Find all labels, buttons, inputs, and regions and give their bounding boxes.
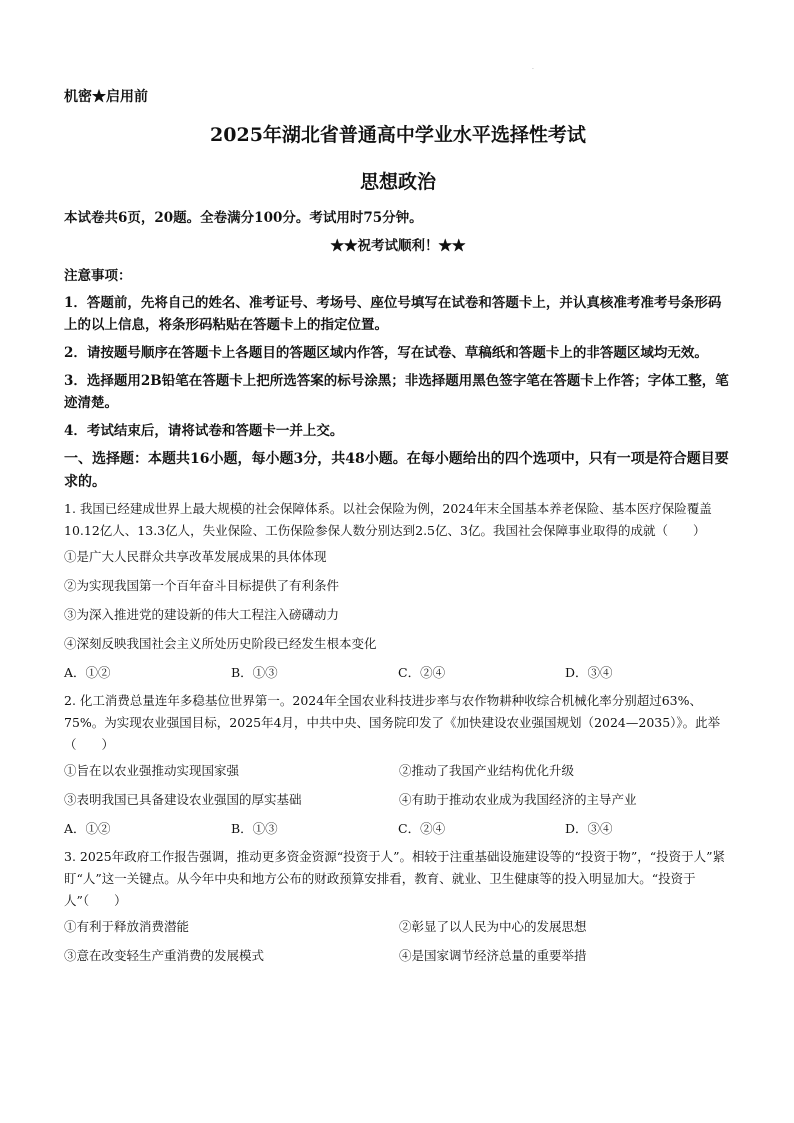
section-heading: 一、选择题：本题共16小题，每小题3分，共48小题。在每小题给出的四个选项中，只有一项是符合题目要求的。 bbox=[64, 451, 729, 490]
question-3-option: ①有利于释放消费潜能 bbox=[64, 919, 190, 934]
answer-choice-b: B．①③ bbox=[231, 821, 278, 836]
question-2-option: ④有助于推动农业成为我国经济的主导产业 bbox=[399, 792, 637, 807]
exam-title: 2025年湖北省普通高中学业水平选择性考试 bbox=[210, 124, 586, 146]
exam-info: 本试卷共6页，20题。全卷满分100分。考试用时75分钟。 bbox=[64, 210, 423, 226]
question-1-answers bbox=[64, 662, 732, 684]
note-item: 1．答题前，先将自己的姓名、准考证号、考场号、座位号填写在试卷和答题卡上，并认真核准考准考号条形码上的以上信息，将条形码粘贴在答题卡上的指定位置。 bbox=[64, 295, 722, 333]
question-2-option: ③表明我国已具备建设农业强国的厚实基础 bbox=[64, 792, 302, 807]
exam-wish: ★★祝考试顺利！★★ bbox=[330, 238, 466, 254]
question-1-option: ②为实现我国第一个百年奋斗目标提供了有利条件 bbox=[64, 578, 340, 593]
question-3-option: ③意在改变轻生产重消费的发展模式 bbox=[64, 948, 265, 963]
question-1-option: ①是广大人民群众共享改革发展成果的具体体现 bbox=[64, 549, 327, 564]
answer-choice-d: D．③④ bbox=[565, 821, 613, 836]
answer-choice-c: C．②④ bbox=[398, 665, 446, 680]
answer-choice-c: C．②④ bbox=[398, 821, 446, 836]
question-2-option: ②推动了我国产业结构优化升级 bbox=[399, 763, 575, 778]
question-1-stem: 1. 我国已经建成世界上最大规模的社会保障体系。以社会保险为例，2024年末全国基本养老保险、基本医疗保险覆盖10.12亿人、13.3亿人，失业保险、工伤保险参保人数分别达到2.5亿、3亿。我国社会保障事业取得的成就（ ） bbox=[64, 501, 712, 538]
answer-choice-a: A．①② bbox=[64, 665, 111, 680]
exam-page bbox=[64, 86, 732, 974]
question-3-options bbox=[64, 916, 732, 974]
question-2-option: ①旨在以农业强推动实现国家强 bbox=[64, 763, 240, 778]
note-item: 4．考试结束后，请将试卷和答题卡一并上交。 bbox=[64, 423, 344, 439]
secret-label: 机密★启用前 bbox=[64, 89, 148, 105]
question-1-option: ③为深入推进党的建设新的伟大工程注入磅礴动力 bbox=[64, 607, 340, 622]
question-2-answers bbox=[64, 818, 732, 840]
subject-title: 思想政治 bbox=[359, 171, 436, 193]
answer-choice-d: D．③④ bbox=[565, 665, 613, 680]
notes-heading: 注意事项： bbox=[64, 268, 132, 284]
note-item: 2．请按题号顺序在答题卡上各题目的答题区域内作答，写在试卷、草稿纸和答题卡上的非答题区域均无效。 bbox=[64, 345, 708, 361]
question-2-stem: 2. 化工消费总量连年多稳基位世界第一。2024年全国农业科技进步率与农作物耕种收综合机械化率分别超过63%、75%。为实现农业强国目标，2025年4月，中共中央、国务院印发了《加快建设农业强国规划（2024—2035）》。此举（ ） bbox=[64, 693, 721, 752]
answer-choice-b: B．①③ bbox=[231, 665, 278, 680]
question-3-stem: 3. 2025年政府工作报告强调，推动更多资金资源“投资于人”。相较于注重基础设施建设等的“投资于物”，“投资于人”紧盯“人”这一关键点。从今年中央和地方公布的财政预算安排看，教育、就业、卫生健康等的投入明显加大。“投资于人”（ ） bbox=[64, 849, 726, 908]
note-item: 3．选择题用2B铅笔在答题卡上把所选答案的标号涂黑；非选择题用黑色签字笔在答题卡上作答；字体工整，笔迹清楚。 bbox=[64, 373, 729, 411]
question-3-option: ④是国家调节经济总量的重要举措 bbox=[399, 948, 587, 963]
question-2-options bbox=[64, 760, 732, 818]
scan-speck: · bbox=[532, 66, 534, 73]
answer-choice-a: A．①② bbox=[64, 821, 111, 836]
question-3-option: ②彰显了以人民为中心的发展思想 bbox=[399, 919, 587, 934]
question-1-option: ④深刻反映我国社会主义所处历史阶段已经发生根本变化 bbox=[64, 636, 377, 651]
